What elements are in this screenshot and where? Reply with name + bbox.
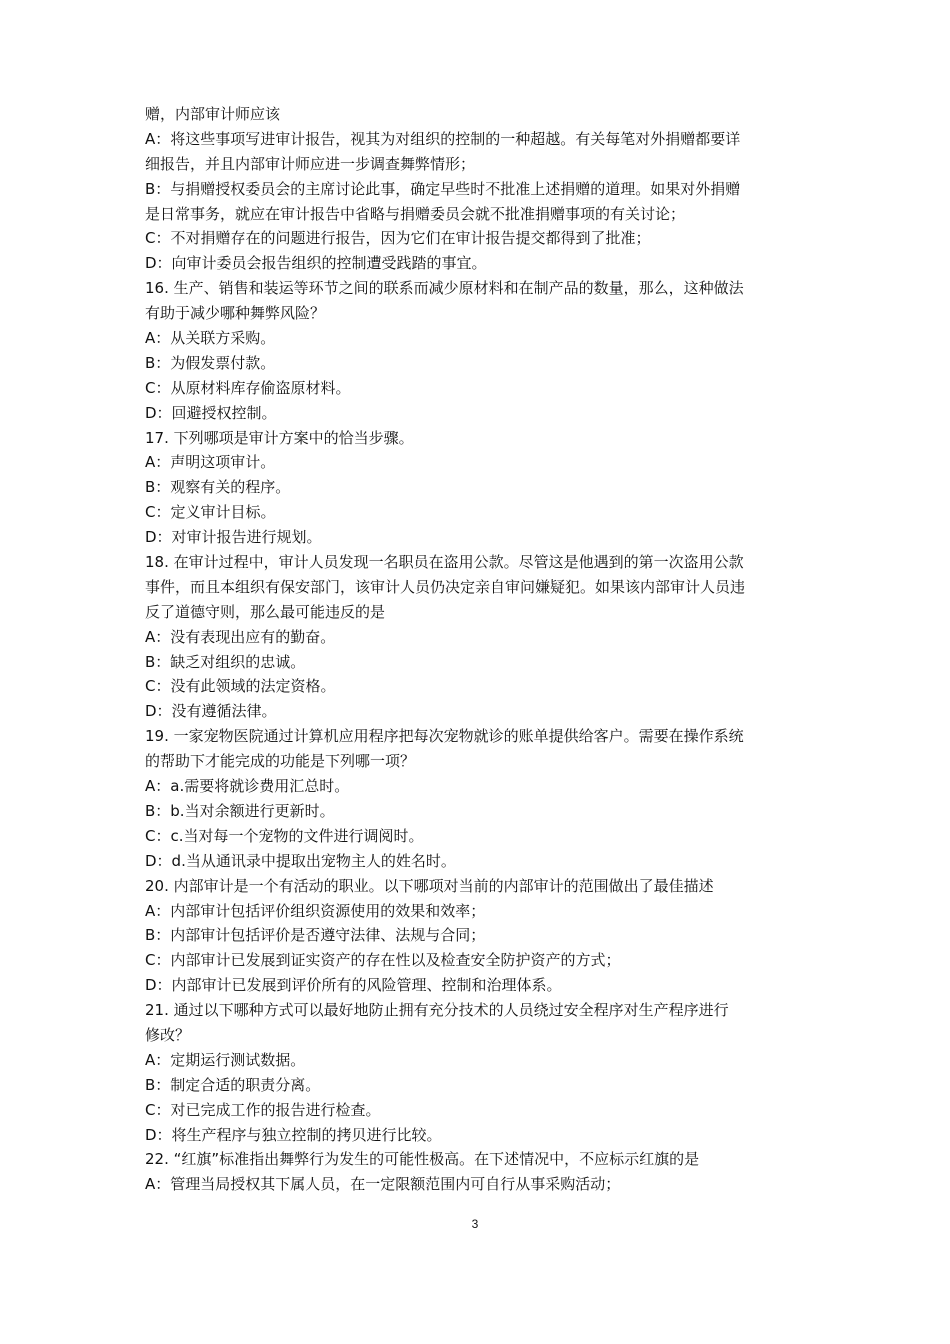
text-line: D：没有遵循法律。 — [145, 702, 277, 721]
text-line: B：缺乏对组织的忠诚。 — [145, 652, 306, 671]
page-number: 3 — [471, 1217, 479, 1231]
text-line: 20. 内部审计是一个有活动的职业。以下哪项对当前的内部审计的范围做出了最佳描述 — [145, 876, 714, 895]
text-line: 22. “红旗”标准指出舞弊行为发生的可能性极高。在下述情况中，不应标示红旗的是 — [145, 1150, 700, 1169]
text-line: A：声明这项审计。 — [145, 453, 276, 472]
text-line: A：没有表现出应有的勤奋。 — [145, 627, 336, 646]
text-line: 修改？ — [145, 1025, 191, 1044]
text-line: 21. 通过以下哪种方式可以最好地防止拥有充分技术的人员绕过安全程序对生产程序进行 — [145, 1001, 729, 1020]
text-line: A：定期运行测试数据。 — [145, 1050, 306, 1069]
text-line: 有助于减少哪种舞弊风险？ — [145, 304, 326, 323]
text-line: 19. 一家宠物医院通过计算机应用程序把每次宠物就诊的账单提供给客户。需要在操作系统 — [145, 727, 744, 746]
text-line: A：内部审计包括评价组织资源使用的效果和效率； — [145, 901, 486, 920]
text-line: D：d.当从通讯录中提取出宠物主人的姓名时。 — [145, 851, 456, 870]
text-line: D：将生产程序与独立控制的拷贝进行比较。 — [145, 1125, 442, 1144]
text-line: 17. 下列哪项是审计方案中的恰当步骤。 — [145, 428, 414, 447]
text-line: 细报告，并且内部审计师应进一步调查舞弊情形； — [145, 154, 476, 173]
text-line: B：为假发票付款。 — [145, 353, 276, 372]
text-line: 是日常事务，就应在审计报告中省略与捐赠委员会就不批准捐赠事项的有关讨论； — [145, 204, 686, 223]
text-line: 16. 生产、销售和装运等环节之间的联系而减少原材料和在制产品的数量，那么，这种做法 — [145, 279, 744, 298]
text-line: B：观察有关的程序。 — [145, 478, 291, 497]
text-line: A：从关联方采购。 — [145, 329, 276, 348]
text-line: 事件，而且本组织有保安部门，该审计人员仍决定亲自审问嫌疑犯。如果该内部审计人员违 — [145, 577, 746, 596]
text-line: D：内部审计已发展到评价所有的风险管理、控制和治理体系。 — [145, 976, 562, 995]
text-line: 赠，内部审计师应该 — [145, 105, 281, 123]
text-line: C：内部审计已发展到证实资产的存在性以及检查安全防护资产的方式； — [145, 951, 621, 970]
text-line: 18. 在审计过程中，审计人员发现一名职员在盗用公款。尽管这是他遇到的第一次盗用公款 — [145, 553, 744, 572]
text-line: 的帮助下才能完成的功能是下列哪一项？ — [145, 752, 416, 771]
text-line: A：a.需要将就诊费用汇总时。 — [145, 777, 350, 796]
text-line: 反了道德守则，那么最可能违反的是 — [145, 602, 386, 621]
text-line: B：b.当对余额进行更新时。 — [145, 801, 335, 820]
text-line: B：制定合适的职责分离。 — [145, 1075, 321, 1094]
text-line: C：没有此领域的法定资格。 — [145, 677, 336, 696]
text-line: C：定义审计目标。 — [145, 503, 276, 522]
text-line: C：不对捐赠存在的问题进行报告，因为它们在审计报告提交都得到了批准； — [145, 229, 651, 248]
text-line: C：从原材料库存偷盗原材料。 — [145, 378, 351, 397]
text-line: B：内部审计包括评价是否遵守法律、法规与合同； — [145, 926, 486, 945]
text-line: D：向审计委员会报告组织的控制遭受践踏的事宜。 — [145, 254, 487, 273]
text-line: D：对审计报告进行规划。 — [145, 528, 322, 547]
text-line: B：与捐赠授权委员会的主席讨论此事，确定早些时不批准上述捐赠的道理。如果对外捐赠 — [145, 179, 741, 198]
text-line: C：c.当对每一个宠物的文件进行调阅时。 — [145, 826, 424, 845]
text-line: D：回避授权控制。 — [145, 403, 277, 422]
document-body — [145, 102, 825, 1197]
text-line: A：将这些事项写进审计报告，视其为对组织的控制的一种超越。有关每笔对外捐赠都要详 — [145, 129, 741, 148]
text-line: A：管理当局授权其下属人员，在一定限额范围内可自行从事采购活动； — [145, 1175, 621, 1194]
text-line: C：对已完成工作的报告进行检查。 — [145, 1100, 381, 1119]
